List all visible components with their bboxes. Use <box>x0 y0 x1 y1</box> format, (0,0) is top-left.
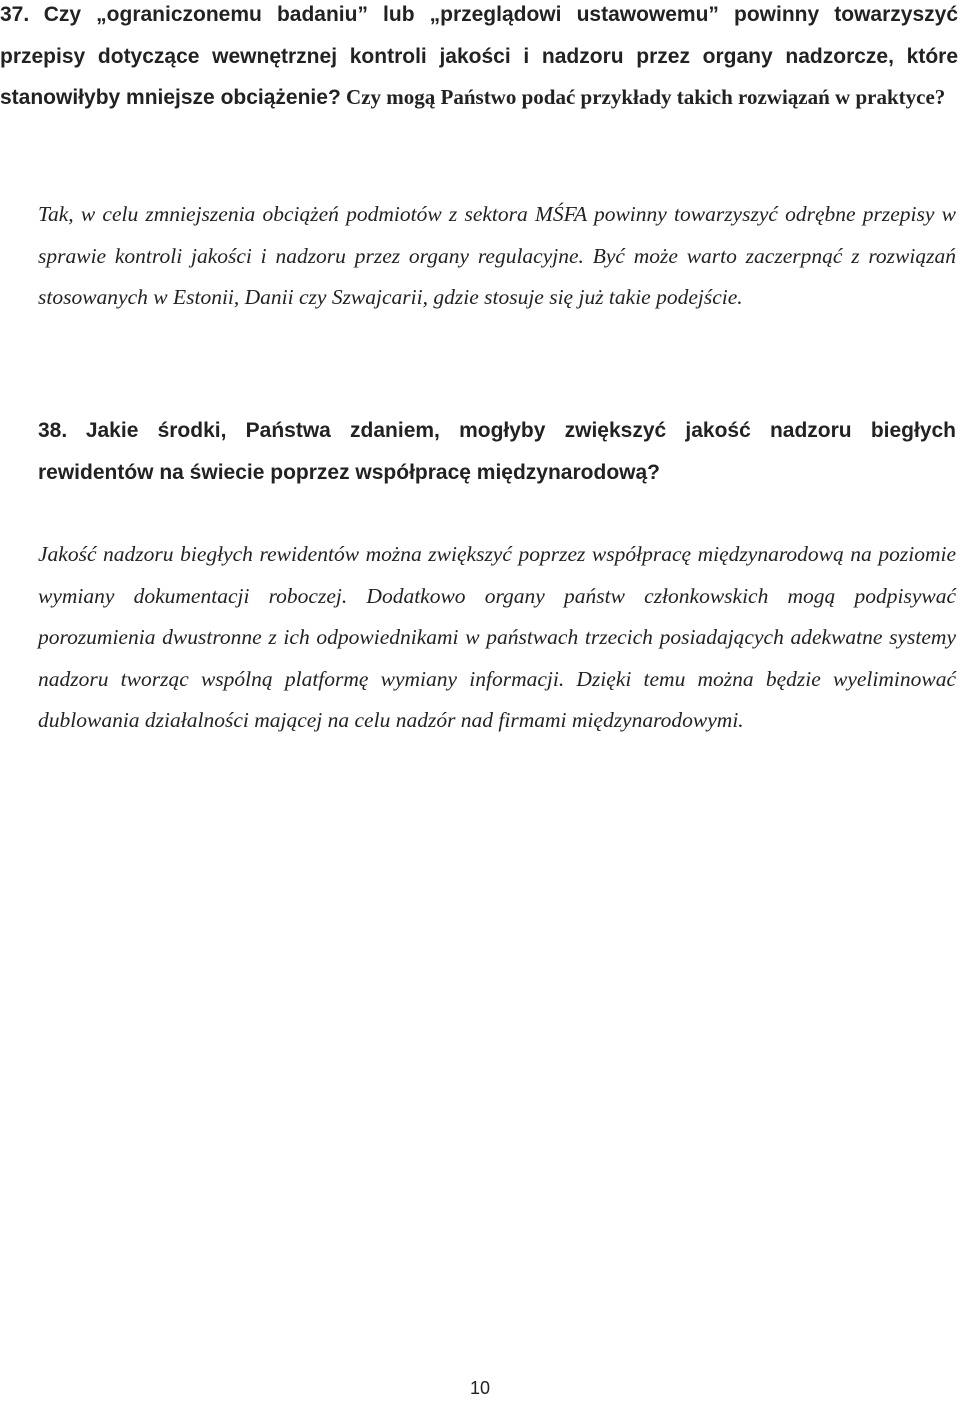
answer-38: Jakość nadzoru biegłych rewidentów można zwiększyć poprzez współpracę międzynarodową na poziomie wymiany dokumentacji roboczej. Dodatkowo organy państw członkowskich mogą podpisywać porozumienia dwustronne z ich odpowiednikami w państwach trzecich posiadających adekwatne systemy nadzoru tworząc wspólną platformę wymiany informacji. Dzięki temu można będzie wyeliminować dublowania działalności mającej na celu nadzór nad firmami międzynarodowymi. <box>38 542 956 733</box>
question-37-text-part-2: Czy mogą Państwo podać przykłady takich rozwiązań w praktyce? <box>340 85 946 110</box>
question-37-text-part-1: Czy „ograniczonemu badaniu” lub „przeglądowi ustawowemu” powinny towarzyszyć przepisy dotyczące wewnętrznej kontroli jakości i nadzoru przez organy nadzorcze, które stanowiłyby mniejsze obciążenie? <box>0 3 958 110</box>
question-38-text: Jakie środki, Państwa zdaniem, mogłyby zwiększyć jakość nadzoru biegłych rewidentów na świecie poprzez współpracę międzynarodową? <box>38 419 957 484</box>
question-37-number: 37. <box>0 3 30 26</box>
question-37 <box>0 0 958 119</box>
answer-37: Tak, w celu zmniejszenia obciążeń podmiotów z sektora MŚFA powinny towarzyszyć odrębne przepisy w sprawie kontroli jakości i nadzoru przez organy regulacyjne. Być może warto zaczerpnąć z rozwiązań stosowanych w Estonii, Danii czy Szwajcarii, gdzie stosuje się już takie podejście. <box>38 202 956 310</box>
question-38 <box>38 410 956 493</box>
page-number: 10 <box>469 1378 491 1398</box>
question-38-number: 38. <box>38 419 68 442</box>
